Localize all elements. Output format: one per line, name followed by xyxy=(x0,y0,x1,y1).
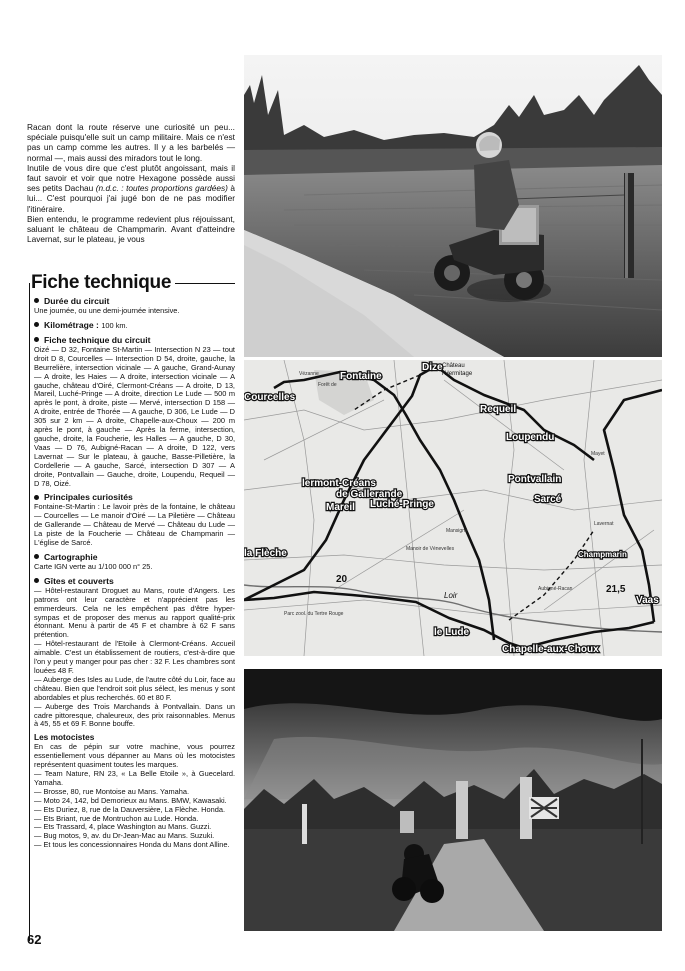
intro-paragraph-2 xyxy=(27,163,235,214)
map-label-pontvallain: Pontvallain xyxy=(508,474,562,485)
moto-item: — Bug motos, 9, av. du Dr-Jean-Mac au Mans. Suzuki. xyxy=(34,831,215,841)
moto-item: — Ets Briant, rue de Montruchon au Lude. Honda. xyxy=(34,813,199,823)
moto-item: — Brosse, 80, rue Montoise au Mans. Yamaha. xyxy=(34,786,190,796)
moto-item: — Ets Trassard, 4, place Washington au Mans. Guzzi. xyxy=(34,822,212,832)
intro-p2-aside: (n.d.c. : toutes proportions gardées) xyxy=(95,183,228,194)
km-value: 100 km. xyxy=(101,320,128,330)
section-curiosites xyxy=(34,492,235,548)
map-label-fleche: la Flèche xyxy=(244,548,287,559)
moto-item: — Team Nature, RN 23, « La Belle Etoile », à Guecelard. Yamaha. xyxy=(34,768,235,787)
map-label-chapelle: Chapelle-aux-Choux xyxy=(502,644,599,655)
section-kilometrage xyxy=(34,320,235,331)
section-gites-title: Gîtes et couverts xyxy=(34,576,235,586)
map-label-requeil: Requeil xyxy=(480,404,517,415)
section-duree xyxy=(34,296,235,316)
section-gites xyxy=(34,576,235,730)
map-label-luche: Luché-Pringe xyxy=(370,499,434,510)
section-cartographie xyxy=(34,552,235,572)
map-label-parc: Parc zool. du Tertre Rouge xyxy=(284,611,344,617)
moto-item: — Ets Duriez, 8, rue de la Dauversière, La Flèche. Honda. xyxy=(34,804,226,814)
bullet-icon xyxy=(34,554,39,559)
map-label-sarce: Sarcé xyxy=(534,494,562,505)
moto-item: — Et tous les concessionnaires Honda du Mans dont Alline. xyxy=(34,840,230,850)
route-map xyxy=(244,360,662,656)
bullet-icon xyxy=(34,578,39,583)
section-duree-text: Une journée, ou une demi-journée intensive. xyxy=(34,306,180,315)
fiche-header xyxy=(27,273,235,293)
map-label-vezanne: Vézanne xyxy=(299,371,319,377)
section-carto-text: Carte IGN verte au 1/100 000 n° 25. xyxy=(34,561,153,571)
map-label-loir: Loir xyxy=(444,591,458,600)
bullet-icon xyxy=(34,322,39,327)
intro-paragraph-3: Bien entendu, le programme redevient plus réjouissant, saluant le château de Champmarin. Avant d'atteindre Lavernat, sur le plateau, je vous xyxy=(27,213,235,245)
map-distance-20: 20 xyxy=(336,574,348,585)
map-label-venevelles: Manoir de Vénevelles xyxy=(406,546,455,552)
gite-item: — Auberge des Isles au Lude, de l'autre côté du Loir, face au château. Bien que l'endroit soit plus sélect, les menus y sont abordables et plus recherchés. 60 et 80 F. xyxy=(34,674,235,702)
map-label-gallerande: de Gallerande xyxy=(336,489,403,500)
moto-intro: En cas de pépin sur votre machine, vous pourrez essentiellement vous dépanner au Mans où les motocistes représentent quasiment toutes les marques. xyxy=(34,742,235,770)
map-label-loupendu: Loupendu xyxy=(506,432,555,443)
map-label-clermont: lermont-Créans xyxy=(302,478,376,489)
section-duree-title: Durée du circuit xyxy=(34,296,235,306)
map-distance-21-5: 21,5 xyxy=(606,584,626,595)
fiche-title: Fiche technique xyxy=(31,273,175,293)
intro-p2-end: à lui... C'est pourquoi j'ai jugé bon de ne pas modifier l'itinéraire. xyxy=(27,183,235,214)
section-circuit-title: Fiche technique du circuit xyxy=(34,335,235,345)
intro-text xyxy=(27,122,235,244)
section-curiosites-title: Principales curiosités xyxy=(34,492,235,502)
gite-item: — Auberge des Trois Marchands à Pontvallain. Dans un cadre pittoresque, chaleureux, des prix raisonnables. Menus à 45, 55 et 69 F. Bonne bouffe. xyxy=(34,701,235,729)
bullet-icon xyxy=(34,495,39,500)
map-label-mansigne: Mansigné xyxy=(446,528,468,534)
map-label-lavernat: Lavernat xyxy=(594,521,614,527)
map-label-mayet: Mayet xyxy=(591,451,605,457)
intro-paragraph-1: Racan dont la route réserve une curiosité un peu... spéciale puisqu'elle suit un camp militaire. Mais ce n'est pas un camp comme les autres. Il y a les barbelés — normal —, mais aussi des miradors tout le long. xyxy=(27,122,235,163)
map-label-mareil: Mareil xyxy=(326,502,355,513)
map-label-fontaine: Fontaine xyxy=(340,371,382,382)
map-label-dize: Dize xyxy=(422,362,443,373)
section-km-title: Kilométrage : 100 km. xyxy=(34,320,235,331)
section-motocistes xyxy=(34,733,235,850)
bullet-icon xyxy=(34,298,39,303)
section-circuit-text: Oizé — D 32, Fontaine St-Martin — Intersection N 23 — tout droit D 8, Courcelles — Intersection D 54, droite, gauche, la Beurrelière, intersection vicinale — A gauche, Grand-Aunay — A droite, les Haies — A droite, intersection vicinale — A gauche, château d'Oiré, Clermont-Créans — A droite, D 13, Mareil, Luché-Pringe — A droite, direction Le Lude — 500 m après le pont, à droite, piste — Mervé, intersection D 158 — A droite, entrée de Thorée — A gauche, D 306, Le Lude — D 305 sur 2 km — A droite, Chapelle-aux-Choux — 200 m après le pont, à gauche — Après la ferme, intersection, gauche, droite, la Foucherie, les Halles — A gauche, D 30, Vaas — D 76, Aubigné-Racan — A droite, D 122, vers Lavernat — Sur le plateau, à gauche, Basse-Pilletière, la Cordellerie — A gauche, Sarcé, intersection D 307 — A droite, Pontvallain — Gauche, droite, Loupendu, Requeil — D 78, Oizé. xyxy=(34,344,235,488)
bullet-icon xyxy=(34,337,39,342)
map-label-lude: le Lude xyxy=(434,627,470,638)
section-circuit xyxy=(34,335,235,489)
gite-item: — Hôtel-restaurant Droguet au Mans, route d'Angers. Les patrons ont leur caractère et n'apprécient pas les emmerdeurs. Cela ne les empêchent pas d'être hyper-sympas et de proposer des menus au rapport qualité-prix étonnant. Menu à partir de 45 F et chambre à 62 F sans prétention. xyxy=(34,585,235,640)
map-label-courcelles: Courcelles xyxy=(244,392,296,403)
photo-country-gate xyxy=(244,669,662,931)
map-label-vaas: Vaas xyxy=(636,595,659,606)
fiche-body xyxy=(34,296,235,850)
moto-item: — Moto 24, 142, bd Demorieux au Mans. BMW, Kawasaki. xyxy=(34,795,227,805)
photo-motorcyclist-field xyxy=(244,55,662,357)
map-label-champmarin: Champmarin xyxy=(578,550,627,559)
section-carto-title: Cartographie xyxy=(34,552,235,562)
intro-p2-start: Inutile de vous dire que c'est plutôt angoissant, mais il faut savoir et voir que notre Hexagone possède aussi ses petits Dachau xyxy=(27,162,235,194)
page-number: 62 xyxy=(27,932,42,947)
map-label-foret: Forêt de xyxy=(318,382,337,388)
map-label-chateau: Château xyxy=(442,363,465,369)
fiche-left-rule xyxy=(29,283,30,941)
map-label-aubigne: Aubigné-Racan xyxy=(538,586,573,592)
map-label-hermitage: l'Hermitage xyxy=(442,371,473,377)
gite-item: — Hôtel-restaurant de l'Etoile à Clermont-Créans. Accueil aimable. C'est un établissement de routiers, c'est-à-dire que l'on y peut y manger pour pas cher : 32 F. Les chambres sont louées 48 F. xyxy=(34,639,235,675)
section-moto-title: Les motocistes xyxy=(34,732,95,743)
section-curiosites-text: Fontaine-St-Martin : Le lavoir près de la fontaine, le château — Courcelles — Le manoir d'Oiré — La Piletière — Château de Gallerande — Château de Mervé — Château du Lude — La piste de la Foucherie — Château de Champmarin — L'église de Sarcé. xyxy=(34,502,235,548)
